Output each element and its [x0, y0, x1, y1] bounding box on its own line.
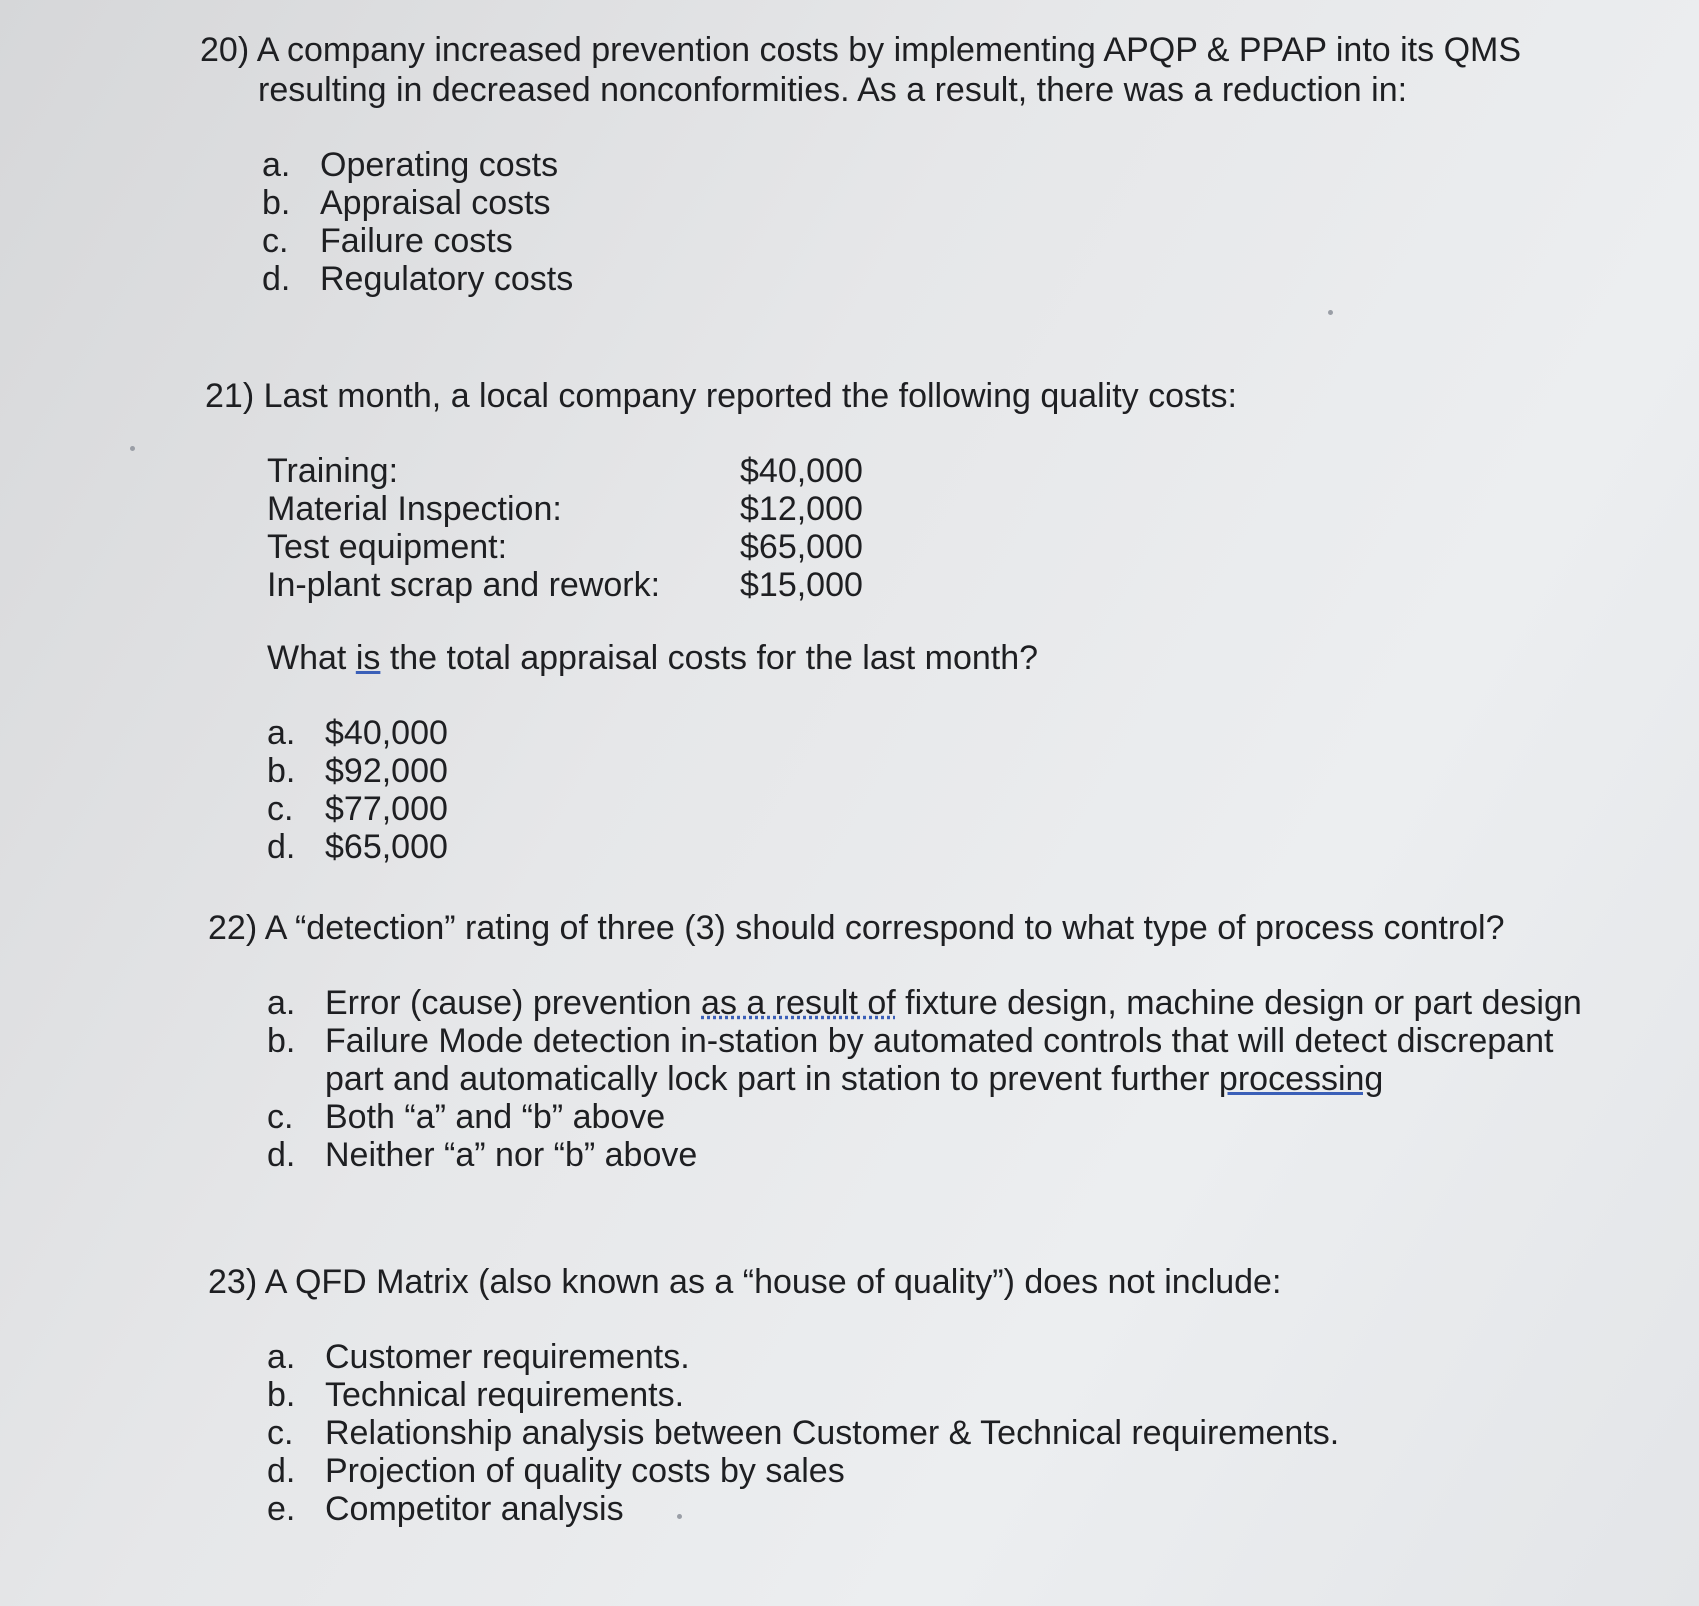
grammar-flagged-phrase: as a result of: [701, 984, 896, 1022]
question-20-line1: [200, 30, 1620, 70]
cost-row: [267, 490, 863, 528]
subquestion-text: the total appraisal costs for the last month?: [380, 639, 1039, 677]
option-text: $77,000: [325, 790, 448, 828]
option-text-part: part and automatically lock part in station to prevent further: [325, 1060, 1219, 1098]
option-letter: a.: [267, 984, 296, 1022]
option-b[interactable]: [267, 1376, 1667, 1414]
cost-row: [267, 452, 863, 490]
option-letter: c.: [267, 790, 294, 828]
option-d[interactable]: [267, 1452, 1667, 1490]
option-letter: b.: [262, 184, 291, 222]
option-text-line: [325, 1060, 1553, 1098]
option-b[interactable]: [267, 752, 448, 790]
question-stem: resulting in decreased nonconformities. As a result, there was a reduction in:: [258, 71, 1408, 109]
option-text: Neither “a” nor “b” above: [325, 1136, 698, 1174]
option-text: Both “a” and “b” above: [325, 1098, 666, 1136]
option-e[interactable]: [267, 1490, 1667, 1528]
question-22: [208, 908, 1648, 948]
question-stem: A QFD Matrix (also known as a “house of quality”) does not include:: [264, 1263, 1282, 1301]
option-text: Technical requirements.: [325, 1376, 685, 1414]
option-letter: c.: [267, 1098, 294, 1136]
option-b[interactable]: [267, 1022, 1667, 1098]
stray-mark: [130, 446, 135, 451]
option-text: [325, 984, 1582, 1022]
question-22-options: [267, 984, 1667, 1174]
option-text: Relationship analysis between Customer & Technical requirements.: [325, 1414, 1340, 1452]
option-text-part: Error (cause) prevention: [325, 984, 702, 1022]
option-a[interactable]: [262, 146, 573, 184]
cost-amount: $40,000: [740, 452, 863, 490]
option-letter: e.: [267, 1490, 296, 1528]
option-letter: c.: [262, 222, 289, 260]
question-23: [208, 1262, 1628, 1302]
grammar-flagged-word: processing: [1218, 1060, 1384, 1098]
grammar-flagged-word: is: [355, 639, 381, 677]
question-21: [205, 376, 1605, 416]
option-letter: c.: [267, 1414, 294, 1452]
option-a[interactable]: [267, 1338, 1667, 1376]
option-letter: d.: [267, 828, 296, 866]
option-text: Regulatory costs: [320, 260, 574, 298]
cost-amount: $65,000: [740, 528, 863, 566]
cost-row: [267, 528, 863, 566]
option-letter: a.: [267, 714, 296, 752]
cost-label: Training:: [267, 452, 399, 490]
option-b[interactable]: [262, 184, 573, 222]
cost-label: Test equipment:: [267, 528, 508, 566]
cost-amount: $12,000: [740, 490, 863, 528]
subquestion-text: What: [267, 639, 356, 677]
quality-cost-table: [267, 452, 863, 604]
cost-amount: $15,000: [740, 566, 863, 604]
option-text: $65,000: [325, 828, 448, 866]
option-text: [325, 1022, 1553, 1098]
question-20-line2: [200, 70, 1620, 110]
option-letter: a.: [267, 1338, 296, 1376]
option-letter: b.: [267, 1022, 296, 1060]
cost-label: In-plant scrap and rework:: [267, 566, 661, 604]
option-d[interactable]: [262, 260, 573, 298]
option-c[interactable]: [267, 1414, 1667, 1452]
option-letter: d.: [267, 1452, 296, 1490]
question-21-options: [267, 714, 448, 866]
question-stem: A “detection” rating of three (3) should correspond to what type of process control?: [264, 909, 1505, 947]
option-d[interactable]: [267, 828, 448, 866]
option-letter: d.: [267, 1136, 296, 1174]
option-text: Competitor analysis: [325, 1490, 624, 1528]
option-c[interactable]: [267, 1098, 1667, 1136]
option-text: Projection of quality costs by sales: [325, 1452, 845, 1490]
option-text-line: Failure Mode detection in-station by automated controls that will detect discrepant: [325, 1022, 1554, 1060]
question-stem: A company increased prevention costs by implementing APQP & PPAP into its QMS: [256, 31, 1522, 69]
option-c[interactable]: [262, 222, 573, 260]
option-text: Operating costs: [320, 146, 559, 184]
question-number: 22): [208, 909, 258, 947]
question-stem: Last month, a local company reported the following quality costs:: [263, 377, 1237, 415]
option-text: Customer requirements.: [325, 1338, 690, 1376]
option-text: $40,000: [325, 714, 448, 752]
option-text: Failure costs: [320, 222, 513, 260]
cost-label: Material Inspection:: [267, 490, 562, 528]
question-20-options: [262, 146, 573, 298]
stray-mark: [677, 1514, 682, 1519]
option-letter: b.: [267, 752, 296, 790]
option-c[interactable]: [267, 790, 448, 828]
question-number: 21): [205, 377, 255, 415]
cost-row: [267, 566, 863, 604]
option-d[interactable]: [267, 1136, 1667, 1174]
question-23-options: [267, 1338, 1667, 1528]
question-20: [200, 30, 1620, 110]
option-text-part: fixture design, machine design or part design: [895, 984, 1582, 1022]
option-text: $92,000: [325, 752, 448, 790]
question-number: 20): [200, 31, 250, 69]
option-text: Appraisal costs: [320, 184, 551, 222]
option-letter: d.: [262, 260, 291, 298]
option-a[interactable]: [267, 714, 448, 752]
question-21-subquestion: [267, 638, 1038, 678]
option-letter: a.: [262, 146, 291, 184]
question-number: 23): [208, 1263, 258, 1301]
stray-mark: [1328, 310, 1333, 315]
option-letter: b.: [267, 1376, 296, 1414]
option-a[interactable]: [267, 984, 1667, 1022]
